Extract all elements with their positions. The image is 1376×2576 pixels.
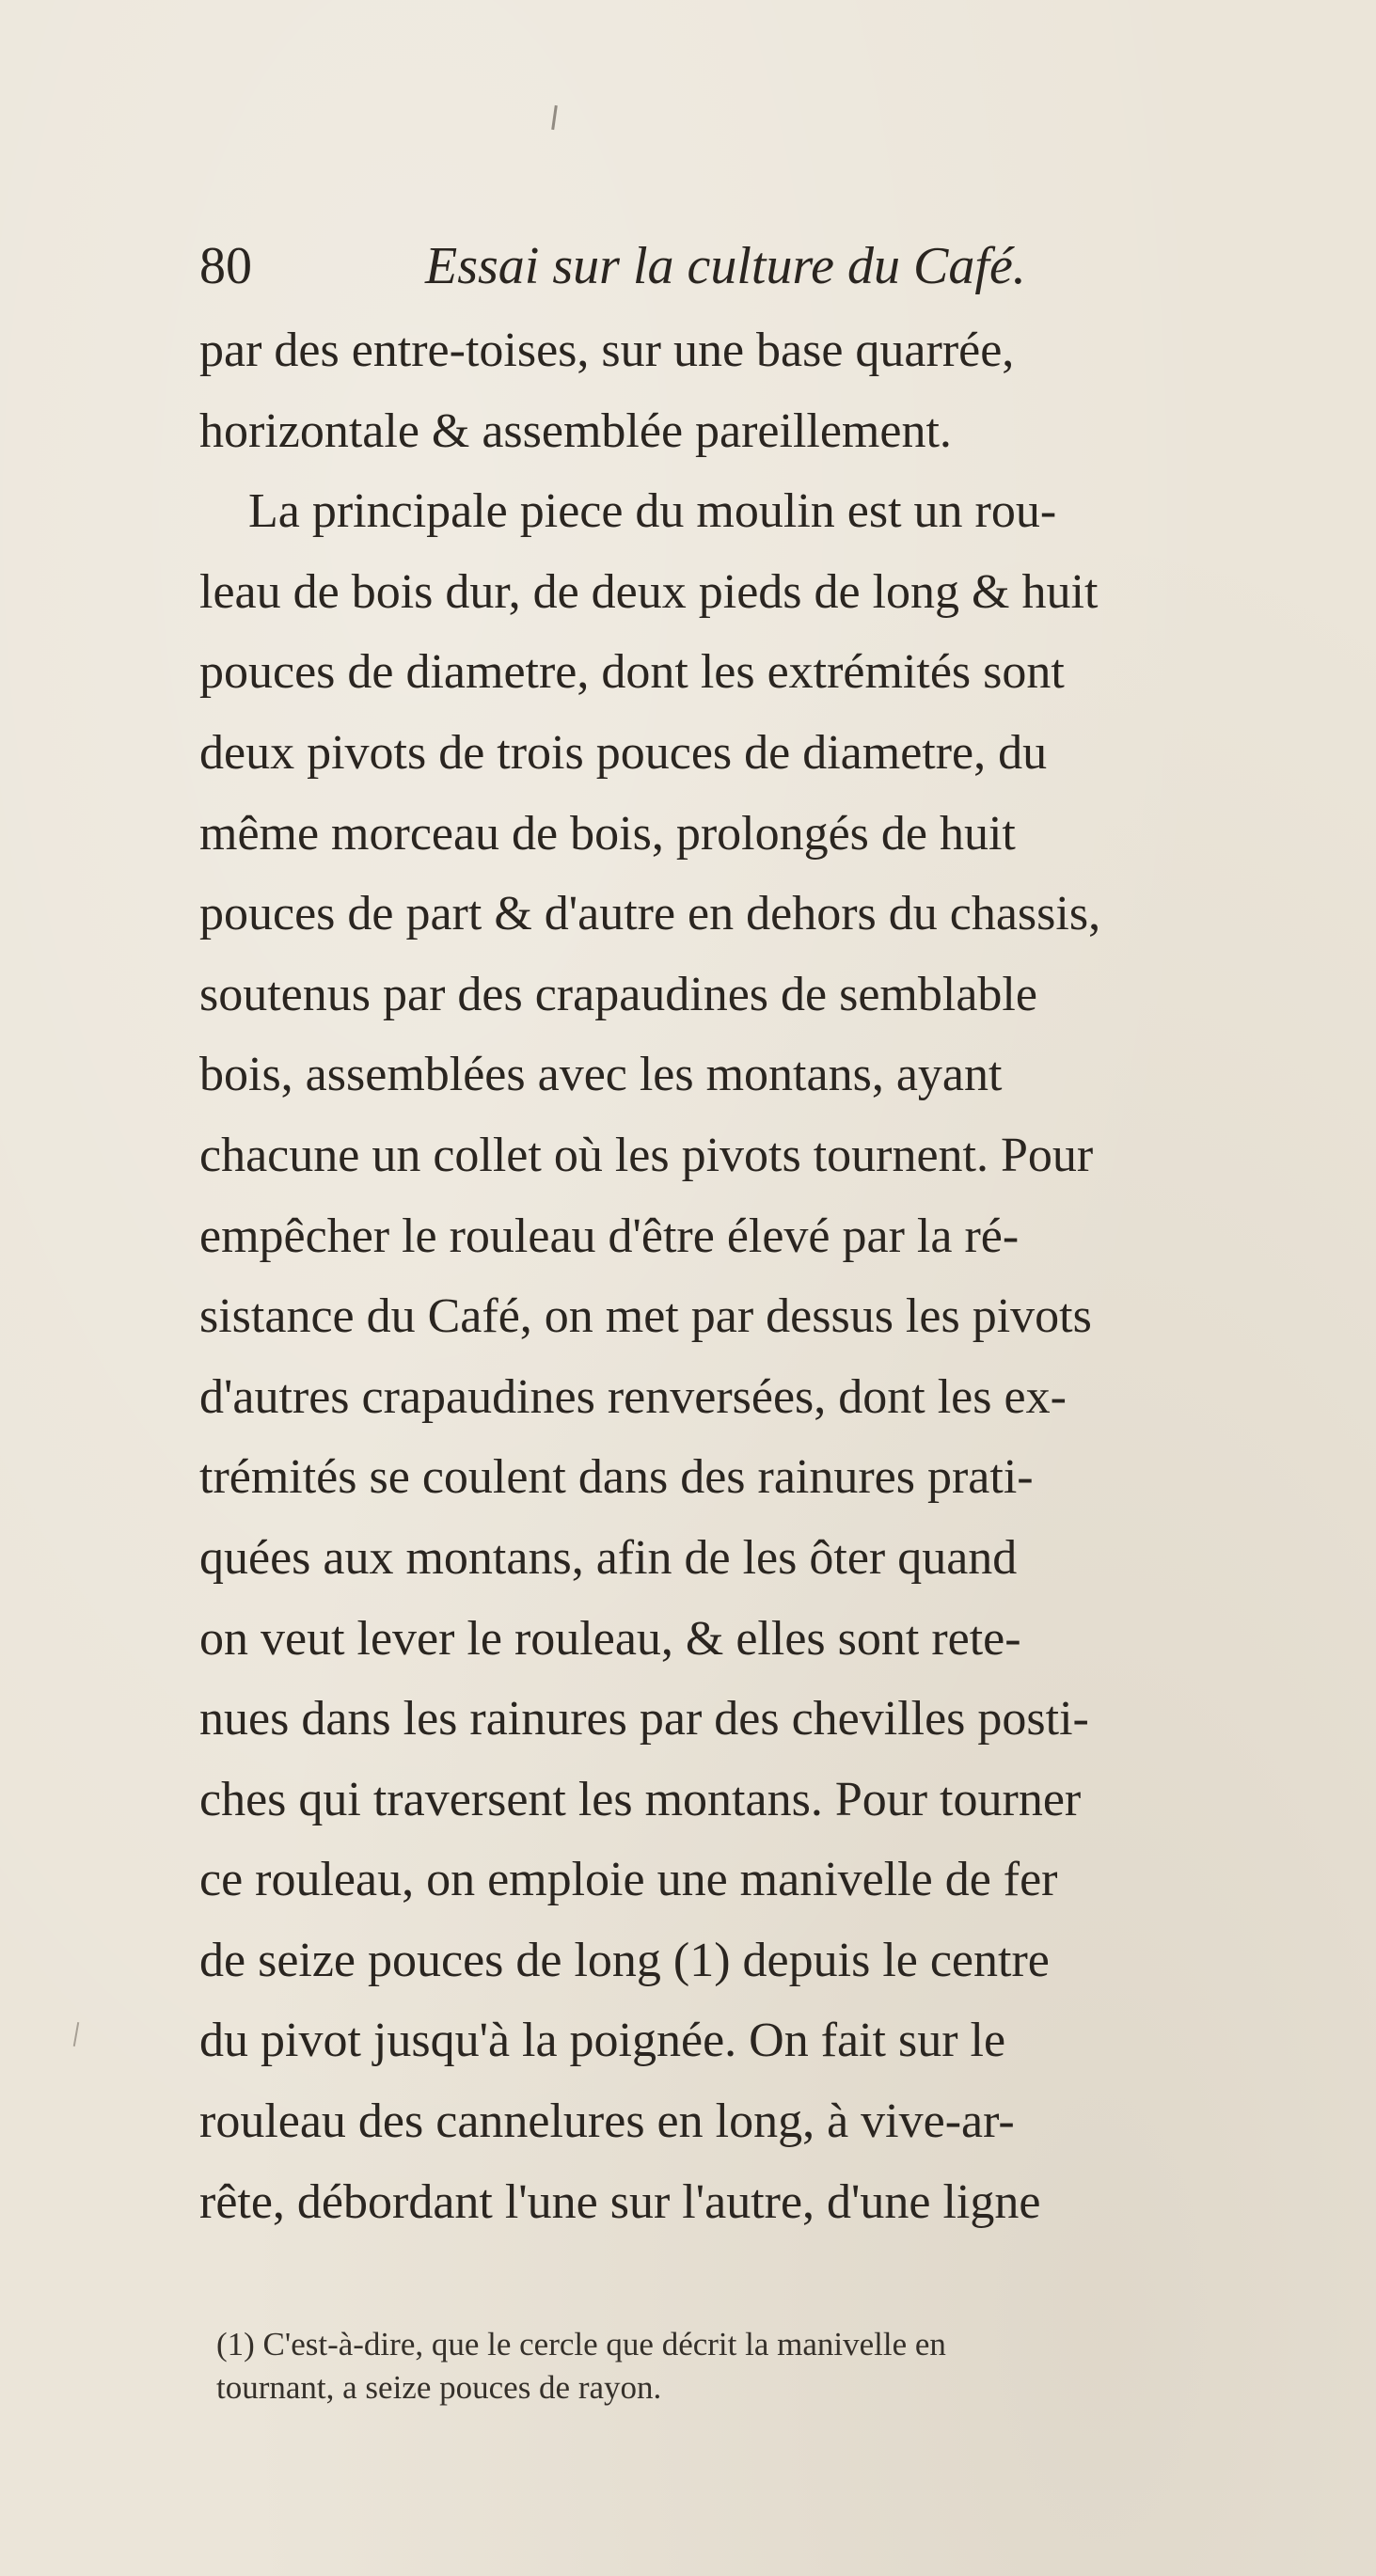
text-line: de seize pouces de long (1) depuis le centre (199, 1933, 1050, 1987)
running-title: Essai sur la culture du Café. (425, 237, 1026, 295)
footnote-line: tournant, a seize pouces de rayon. (216, 2369, 662, 2406)
text-line: rouleau des cannelures en long, à vive-ar- (199, 2094, 1015, 2149)
text-line: ce rouleau, on emploie une manivelle de fer (199, 1853, 1058, 1907)
text-line: empêcher le rouleau d'être élevé par la ré- (199, 1209, 1020, 1263)
text-line: d'autres crapaudines renversées, dont les ex- (199, 1369, 1067, 1424)
text-line: par des entre-toises, sur une base quarrée, (199, 324, 1015, 377)
text-line: rête, débordant l'une sur l'autre, d'une ligne (199, 2174, 1041, 2229)
text-line: leau de bois dur, de deux pieds de long & huit (199, 564, 1099, 619)
page-number: 80 (199, 237, 252, 295)
text-line: nues dans les rainures par des chevilles posti- (199, 1692, 1089, 1746)
footnote-line: (1) C'est-à-dire, que le cercle que décrit la manivelle en (216, 2326, 946, 2363)
text-line: ches qui traversent les montans. Pour tourner (199, 1772, 1082, 1826)
text-line: La principale piece du moulin est un rou- (199, 484, 1057, 539)
text-line: chacune un collet où les pivots tournent. Pour (199, 1128, 1094, 1182)
text-line: bois, assemblées avec les montans, ayant (199, 1048, 1003, 1102)
text-line: sistance du Café, on met par dessus les pivots (199, 1289, 1092, 1344)
text-line: pouces de part & d'autre en dehors du chassis, (199, 887, 1101, 941)
text-line: du pivot jusqu'à la poignée. On fait sur le (199, 2014, 1006, 2068)
margin-ink-mark (73, 2022, 79, 2047)
ink-mark (551, 105, 558, 130)
body-text (199, 310, 1309, 2242)
text-line: pouces de diametre, dont les extrémités sont (199, 645, 1065, 700)
text-line: quées aux montans, afin de les ôter quand (199, 1530, 1018, 1585)
footnote (216, 2323, 1307, 2410)
text-line: même morceau de bois, prolongés de huit (199, 806, 1016, 861)
text-line: trémités se coulent dans des rainures prati- (199, 1450, 1034, 1505)
text-line: on veut lever le rouleau, & elles sont rete- (199, 1611, 1021, 1666)
text-line: deux pivots de trois pouces de diametre, du (199, 725, 1048, 780)
page-header (199, 233, 1178, 299)
text-line: horizontale & assemblée pareillement. (199, 403, 952, 458)
text-line: soutenus par des crapaudines de semblable (199, 967, 1037, 1021)
